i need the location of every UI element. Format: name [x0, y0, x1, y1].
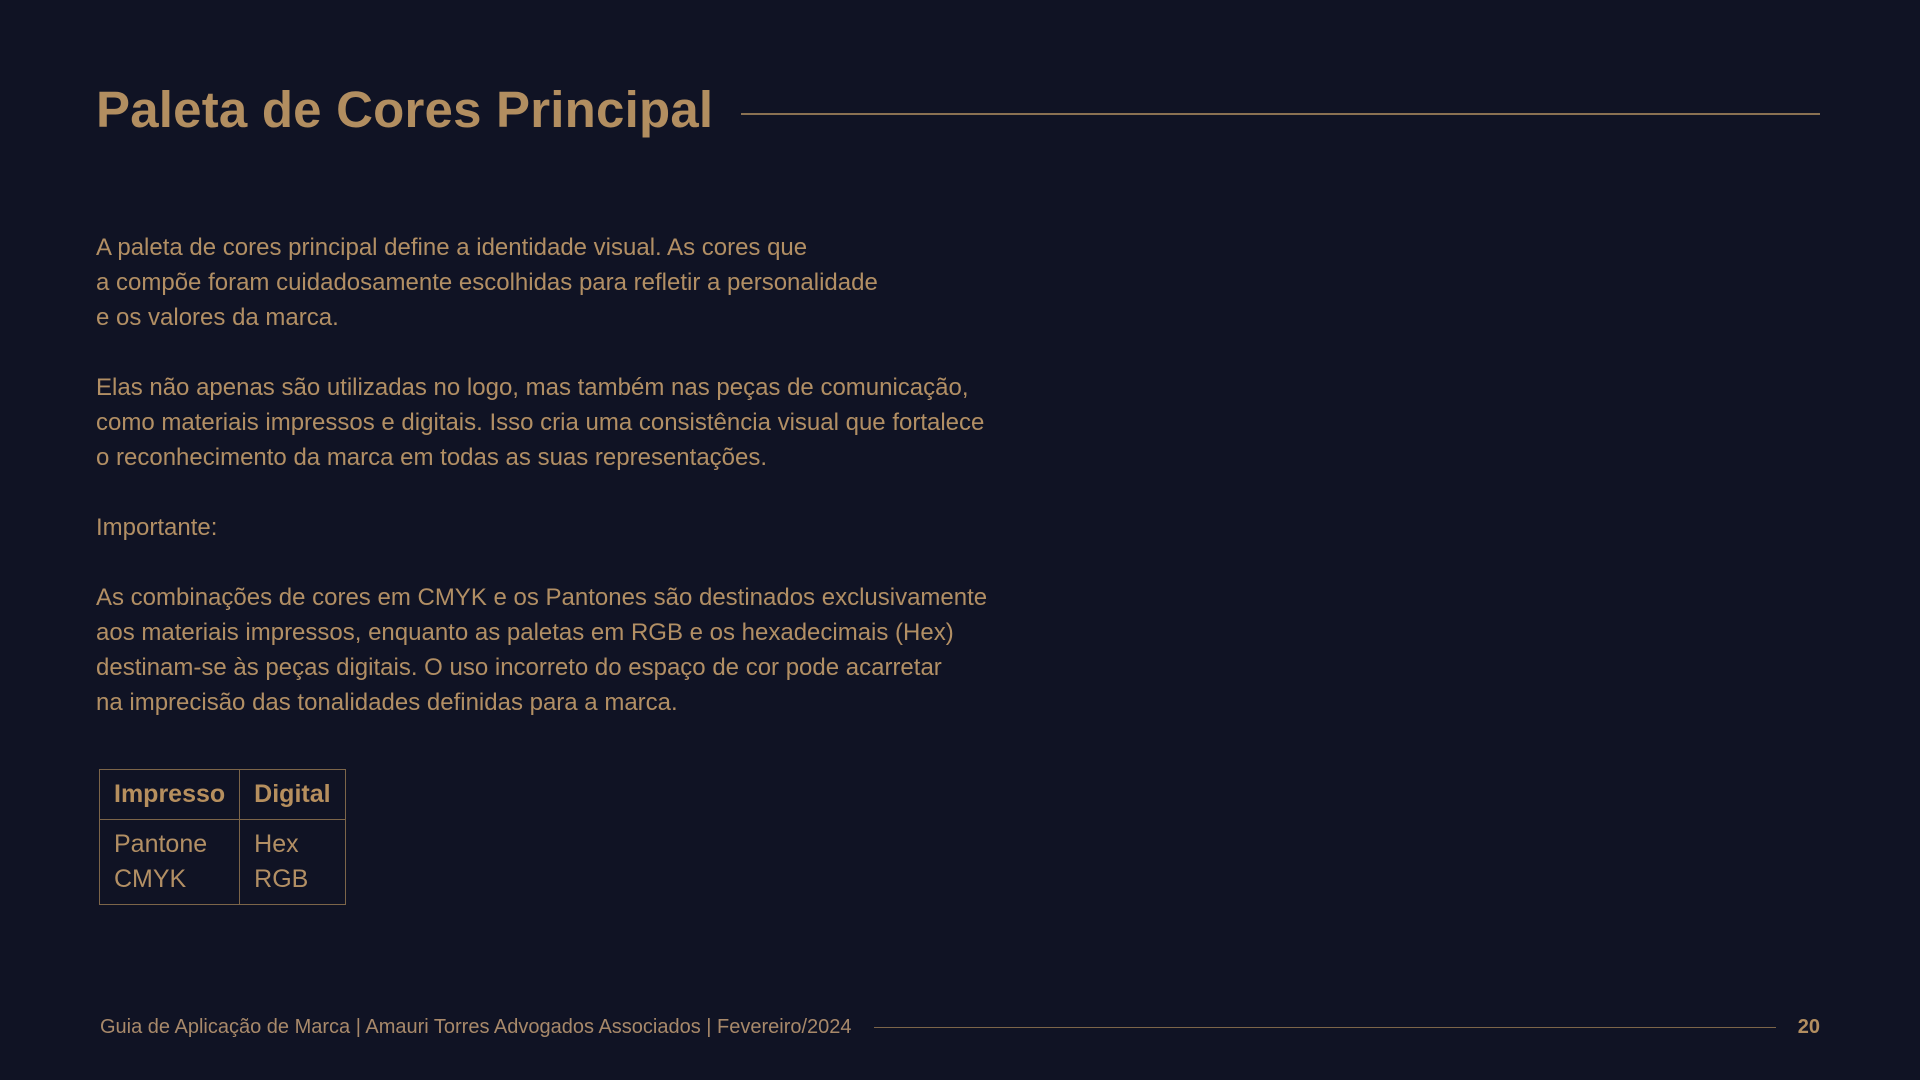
digital-item-hex: Hex	[254, 830, 299, 858]
footer-divider	[874, 1027, 1776, 1028]
footer-text: Guia de Aplicação de Marca | Amauri Torres Advogados Associados | Fevereiro/2024	[100, 1016, 852, 1038]
table-header-row	[100, 770, 346, 820]
page-title: Paleta de Cores Principal	[96, 81, 714, 138]
color-space-table	[99, 769, 346, 905]
title-divider	[741, 113, 1820, 115]
title-row	[96, 80, 1820, 139]
table-header-print: Impresso	[100, 770, 240, 820]
paragraph-color-spaces: As combinações de cores em CMYK e os Pantones são destinados exclusivamente aos materiais impressos, enquanto as paletas em RGB e os hexadecimais (Hex) destinam-se às peças digitais. O uso incorreto do espaço de cor pode acarretar na imprecisão das tonalidades definidas para a marca.	[96, 584, 988, 716]
paragraph-intro: A paleta de cores principal define a identidade visual. As cores que a compõe foram cuidadosamente escolhidas para refletir a personalidade e os valores da marca.	[96, 234, 878, 331]
print-item-cmyk: CMYK	[114, 865, 187, 893]
paragraph-usage: Elas não apenas são utilizadas no logo, mas também nas peças de comunicação, como materiais impressos e digitais. Isso cria uma consistência visual que fortalece o reconhecimento da marca em todas as suas representações.	[96, 374, 985, 471]
paragraph-important-label: Importante:	[96, 514, 218, 541]
table-cell-digital	[240, 820, 345, 905]
table-header-digital: Digital	[240, 770, 345, 820]
digital-item-rgb: RGB	[254, 865, 309, 893]
table-cell-print	[100, 820, 240, 905]
body-text	[96, 230, 1116, 755]
page-number: 20	[1797, 1016, 1820, 1038]
table-row	[100, 820, 346, 905]
footer	[100, 1016, 1820, 1039]
print-item-pantone: Pantone	[114, 830, 208, 858]
